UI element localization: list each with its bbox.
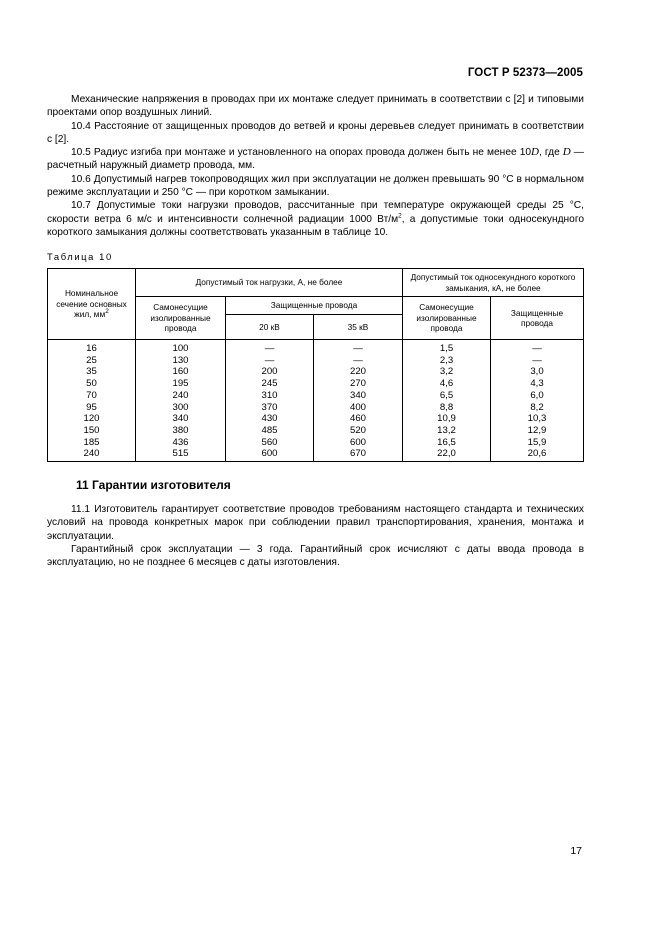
table-cell: 130 — [136, 355, 226, 367]
header-self-supporting-sc: Самонесущие изолированные провода — [403, 297, 491, 340]
table-cell: 10,9 — [403, 413, 491, 425]
table-row — [48, 425, 584, 437]
table-row — [48, 366, 584, 378]
paragraph-mechanical-stress: Механические напряжения в проводах при их монтаже следует принимать в соответствии с [2] и типовыми проектами опор воздушных линий. — [47, 94, 584, 119]
table-cell: 50 — [48, 378, 136, 390]
section-11-text — [47, 503, 584, 569]
table-row — [48, 355, 584, 367]
table-10 — [47, 268, 584, 462]
table-cell: 340 — [314, 390, 403, 402]
header-protected-wires: Защищенные провода — [226, 297, 403, 315]
table-cell: 310 — [226, 390, 314, 402]
table-cell: 270 — [314, 378, 403, 390]
paragraph-10-7 — [47, 199, 584, 239]
paragraph-11-1: 11.1 Изготовитель гарантирует соответствие проводов требованиям настоящего стандарта и технических условий на провода конкретных марок при соблюдении правил транспортирования, хранения, монтажа и эксплуатации. — [47, 504, 584, 542]
table-cell: 15,9 — [491, 437, 584, 449]
table-cell: 600 — [226, 448, 314, 461]
table-row — [48, 437, 584, 449]
table-cell: 220 — [314, 366, 403, 378]
paragraph-warranty-period: Гарантийный срок эксплуатации — 3 года. Гарантийный срок исчисляют с даты ввода провода в эксплуатацию, но не позднее 6 месяцев с даты изготовления. — [47, 543, 584, 569]
table-cell: 6,5 — [403, 390, 491, 402]
table-cell: 3,2 — [403, 366, 491, 378]
paragraph-10-5 — [47, 146, 584, 173]
table-cell: 195 — [136, 378, 226, 390]
table-cell: 120 — [48, 413, 136, 425]
variable-d: D — [531, 146, 539, 159]
table-cell: 436 — [136, 437, 226, 449]
table-cell: 400 — [314, 402, 403, 414]
table-cell: 670 — [314, 448, 403, 461]
table-caption: Таблица 10 — [47, 251, 113, 262]
table-cell: 340 — [136, 413, 226, 425]
header-35kv: 35 кВ — [314, 315, 403, 340]
table-cell: — — [226, 340, 314, 355]
table-cell: 16,5 — [403, 437, 491, 449]
table-cell: 8,8 — [403, 402, 491, 414]
header-nominal-section-label: Номинальное сечение основных жил, мм — [56, 288, 127, 320]
table-cell: 160 — [136, 366, 226, 378]
table-row — [48, 378, 584, 390]
paragraph-10-5-text-a: 10.5 Радиус изгиба при монтаже и установленного на опорах провода должен быть не менее 10 — [71, 147, 532, 159]
table-cell: 4,3 — [491, 378, 584, 390]
table-cell: 300 — [136, 402, 226, 414]
table-cell: 25 — [48, 355, 136, 367]
table-row — [48, 402, 584, 414]
table-cell: 370 — [226, 402, 314, 414]
section-11-title: 11 Гарантии изготовителя — [76, 478, 231, 492]
header-nominal-section — [48, 269, 136, 340]
paragraph-10-5-text-c: — расчетный наружный диаметр провода, мм. — [47, 147, 584, 172]
table-cell: 70 — [48, 390, 136, 402]
table-cell: 240 — [136, 390, 226, 402]
table-cell: 4,6 — [403, 378, 491, 390]
table-cell: 3,0 — [491, 366, 584, 378]
table-cell: 600 — [314, 437, 403, 449]
document-header: ГОСТ Р 52373—2005 — [467, 67, 583, 79]
table-cell: 2,3 — [403, 355, 491, 367]
table-cell: 560 — [226, 437, 314, 449]
paragraph-10-7-text-b: , а допустимые токи односекундного короткого замыкания должны соответствовать указанным в таблице 10. — [47, 213, 584, 238]
table-cell: 1,5 — [403, 340, 491, 355]
table-cell: 10,3 — [491, 413, 584, 425]
table-cell: 185 — [48, 437, 136, 449]
table-cell: 460 — [314, 413, 403, 425]
table-cell: 35 — [48, 366, 136, 378]
page-number: 17 — [570, 845, 582, 857]
header-load-current: Допустимый ток нагрузки, А, не более — [136, 269, 403, 297]
table-cell: 150 — [48, 425, 136, 437]
table-cell: 380 — [136, 425, 226, 437]
paragraph-10-4: 10.4 Расстояние от защищенных проводов до ветвей и кроны деревьев следует принимать в соответствии с [2]. — [47, 120, 584, 145]
header-20kv: 20 кВ — [226, 315, 314, 340]
table-cell: 12,9 — [491, 425, 584, 437]
table-cell: 16 — [48, 340, 136, 355]
header-self-supporting: Самонесущие изолированные провода — [136, 297, 226, 340]
paragraph-10-5-text-b: , где — [538, 147, 563, 159]
table-cell: — — [314, 355, 403, 367]
table-cell: 6,0 — [491, 390, 584, 402]
table-row — [48, 413, 584, 425]
table-cell: 8,2 — [491, 402, 584, 414]
table-cell: 245 — [226, 378, 314, 390]
table-cell: — — [491, 340, 584, 355]
body-text — [47, 93, 584, 239]
superscript: 2 — [398, 212, 402, 220]
table-row — [48, 390, 584, 402]
table-cell: 515 — [136, 448, 226, 461]
table-cell: 240 — [48, 448, 136, 461]
table-cell: — — [314, 340, 403, 355]
table-row — [48, 340, 584, 355]
table-cell: 95 — [48, 402, 136, 414]
table-cell: 520 — [314, 425, 403, 437]
variable-d: D — [562, 146, 571, 159]
table-cell: — — [491, 355, 584, 367]
header-short-circuit-current: Допустимый ток односекундного короткого замыкания, кА, не более — [403, 269, 584, 297]
table-cell: 100 — [136, 340, 226, 355]
table-row — [48, 448, 584, 461]
table-cell: 20,6 — [491, 448, 584, 461]
table-body — [48, 340, 584, 462]
table-cell: 22,0 — [403, 448, 491, 461]
paragraph-10-6: 10.6 Допустимый нагрев токопроводящих жил при эксплуатации не должен превышать 90 °С в нормальном режиме эксплуатации и 250 °С — при коротком замыкании. — [47, 173, 584, 199]
superscript: 2 — [105, 308, 109, 316]
table-cell: 200 — [226, 366, 314, 378]
table-cell: — — [226, 355, 314, 367]
table-cell: 13,2 — [403, 425, 491, 437]
table-cell: 485 — [226, 425, 314, 437]
paragraph-10-7-text-a: 10.7 Допустимые токи нагрузки проводов, рассчитанные при температуре окружающей среды 25 °С, скорости ветра 6 м/с и интенсивности солнечной радиации 1000 Вт/м — [47, 200, 584, 225]
table-cell: 430 — [226, 413, 314, 425]
header-protected-sc: Защищенные провода — [491, 297, 584, 340]
